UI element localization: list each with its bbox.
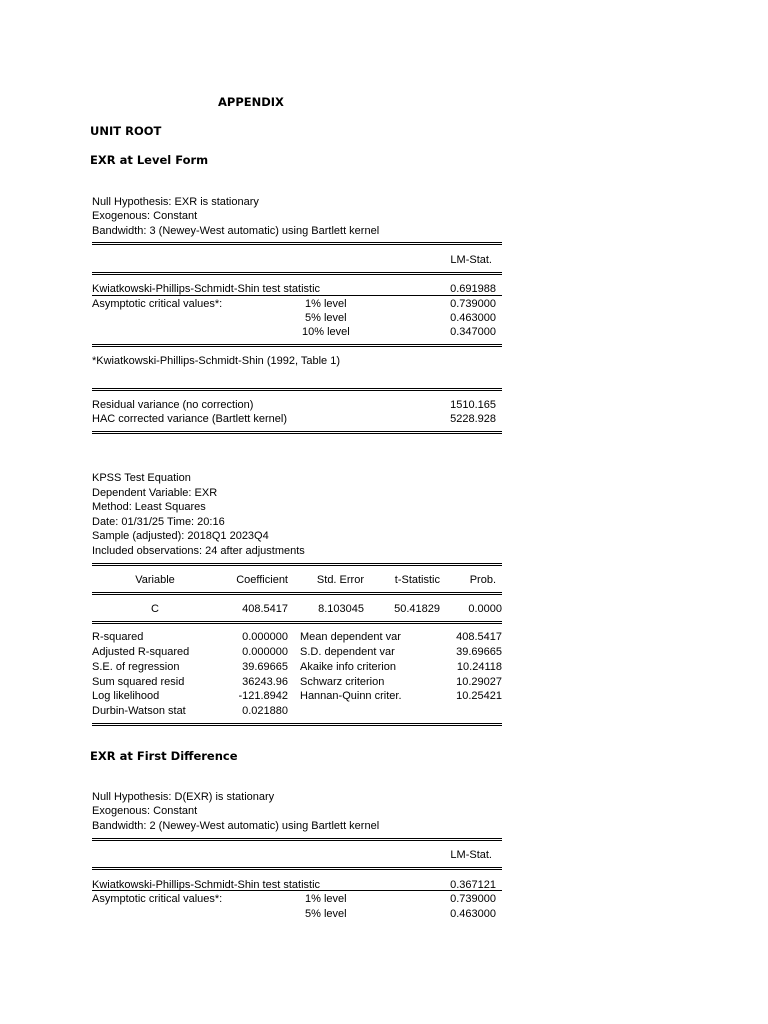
- table-rule: [92, 295, 502, 296]
- column-header: Variable: [135, 574, 175, 586]
- unit-root-heading: UNIT ROOT: [90, 124, 162, 138]
- stat-label: Durbin-Watson stat: [92, 705, 186, 717]
- residual-variance-label: Residual variance (no correction): [92, 399, 254, 411]
- stat-label: Log likelihood: [92, 690, 160, 702]
- table-cell: C: [151, 603, 159, 615]
- null-hypothesis: Null Hypothesis: EXR is stationary: [92, 196, 259, 208]
- stat-label: Sum squared resid: [92, 676, 185, 688]
- table-rule: [92, 890, 502, 891]
- table-double-rule: [92, 563, 502, 566]
- exogenous: Exogenous: Constant: [92, 805, 198, 817]
- exogenous: Exogenous: Constant: [92, 210, 198, 222]
- stat-value: 39.69665: [242, 661, 288, 673]
- crit-value: 0.463000: [450, 908, 496, 920]
- lm-stat-header: LM-Stat.: [450, 254, 492, 266]
- hac-variance-label: HAC corrected variance (Bartlett kernel): [92, 413, 288, 425]
- footnote: *Kwiatkowski-Phillips-Schmidt-Shin (1992, Table 1): [92, 355, 341, 367]
- column-header: Std. Error: [316, 574, 364, 586]
- table-cell: 408.5417: [242, 603, 288, 615]
- table-double-rule: [92, 621, 502, 624]
- lm-stat-header: LM-Stat.: [450, 849, 492, 861]
- hac-variance-value: 5228.928: [450, 413, 496, 425]
- stat-label: Hannan-Quinn criter.: [300, 690, 402, 702]
- stat-label: Schwarz criterion: [300, 676, 385, 688]
- stat-label: S.D. dependent var: [300, 646, 395, 658]
- stat-value: 10.24118: [456, 661, 502, 673]
- crit-value: 0.463000: [450, 312, 496, 324]
- stat-label: S.E. of regression: [92, 661, 180, 673]
- column-header: t-Statistic: [394, 574, 440, 586]
- table-double-rule: [92, 388, 502, 391]
- table-cell: 50.41829: [394, 603, 440, 615]
- table-double-rule: [92, 272, 502, 275]
- bandwidth: Bandwidth: 3 (Newey-West automatic) using Bartlett kernel: [92, 225, 380, 237]
- table-double-rule: [92, 431, 502, 434]
- crit-level: 1% level: [305, 298, 347, 310]
- sample: Sample (adjusted): 2018Q1 2023Q4: [92, 530, 269, 542]
- table-cell: 0.0000: [468, 603, 502, 615]
- stat-value: 10.25421: [456, 690, 502, 702]
- crit-value: 0.739000: [450, 298, 496, 310]
- stat-label: Akaike info criterion: [300, 661, 396, 673]
- kpss-statistic-label: Kwiatkowski-Phillips-Schmidt-Shin test statistic: [92, 879, 321, 891]
- stat-value: 39.69665: [456, 646, 502, 658]
- table-double-rule: [92, 242, 502, 245]
- date-time: Date: 01/31/25 Time: 20:16: [92, 516, 225, 528]
- asymptotic-label: Asymptotic critical values*:: [92, 298, 223, 310]
- asymptotic-label: Asymptotic critical values*:: [92, 893, 223, 905]
- table-double-rule: [92, 723, 502, 726]
- bandwidth: Bandwidth: 2 (Newey-West automatic) using Bartlett kernel: [92, 820, 380, 832]
- column-header: Prob.: [469, 574, 496, 586]
- stat-value: 0.021880: [242, 705, 288, 717]
- table-double-rule: [92, 344, 502, 347]
- stat-value: -121.8942: [238, 690, 288, 702]
- stat-label: R-squared: [92, 631, 144, 643]
- stat-label: Adjusted R-squared: [92, 646, 190, 658]
- kpss-statistic-value: 0.367121: [450, 879, 496, 891]
- crit-value: 0.347000: [450, 326, 496, 338]
- crit-level: 5% level: [305, 312, 347, 324]
- residual-variance-value: 1510.165: [450, 399, 496, 411]
- crit-level: 5% level: [305, 908, 347, 920]
- crit-level: 1% level: [305, 893, 347, 905]
- stat-value: 408.5417: [456, 631, 502, 643]
- stat-value: 0.000000: [242, 646, 288, 658]
- dependent-variable: Dependent Variable: EXR: [92, 487, 218, 499]
- appendix-title: APPENDIX: [218, 95, 284, 109]
- null-hypothesis: Null Hypothesis: D(EXR) is stationary: [92, 791, 275, 803]
- stat-value: 10.29027: [456, 676, 502, 688]
- level-heading: EXR at Level Form: [90, 153, 209, 167]
- method: Method: Least Squares: [92, 501, 206, 513]
- kpss-statistic-value: 0.691988: [450, 283, 496, 295]
- first-diff-heading: EXR at First Difference: [90, 749, 238, 763]
- kpss-statistic-label: Kwiatkowski-Phillips-Schmidt-Shin test statistic: [92, 283, 321, 295]
- column-header: Coefficient: [236, 574, 288, 586]
- included-observations: Included observations: 24 after adjustments: [92, 545, 305, 557]
- crit-value: 0.739000: [450, 893, 496, 905]
- table-double-rule: [92, 838, 502, 841]
- table-cell: 8.103045: [318, 603, 364, 615]
- stat-value: 0.000000: [242, 631, 288, 643]
- table-double-rule: [92, 592, 502, 595]
- stat-label: Mean dependent var: [300, 631, 401, 643]
- table-double-rule: [92, 867, 502, 870]
- stat-value: 36243.96: [242, 676, 288, 688]
- equation-title: KPSS Test Equation: [92, 472, 191, 484]
- crit-level: 10% level: [302, 326, 350, 338]
